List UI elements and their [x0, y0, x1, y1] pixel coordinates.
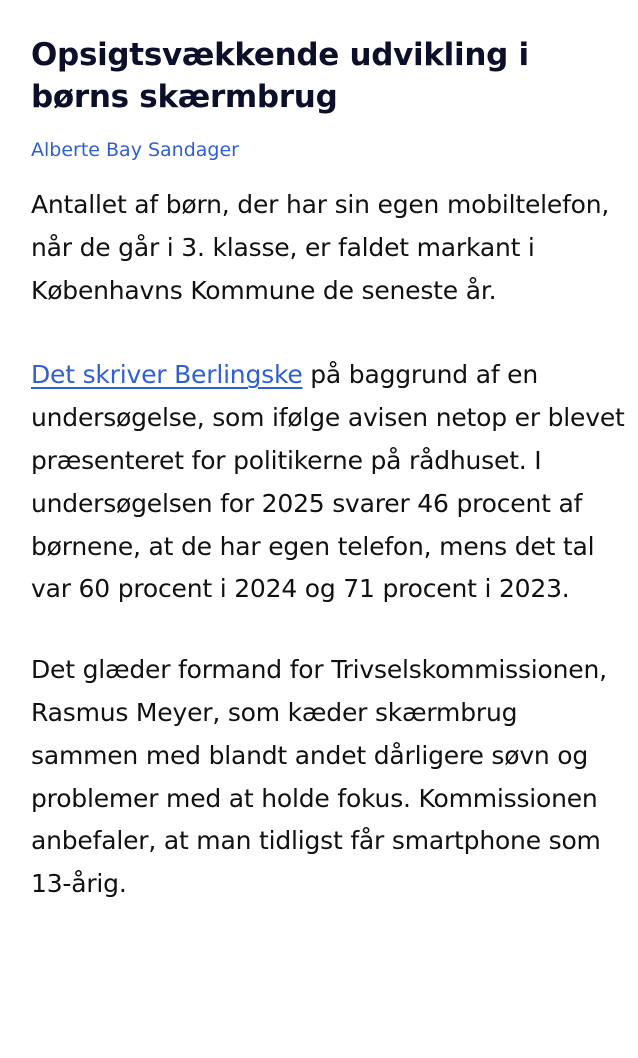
- author-link[interactable]: Alberte Bay Sandager: [31, 139, 239, 161]
- article-paragraph-1: Antallet af børn, der har sin egen mobiltelefon, når de går i 3. klasse, er faldet markant i Københavns Kommune de seneste år.: [31, 190, 610, 305]
- berlingske-source-link[interactable]: Det skriver Berlingske: [31, 360, 303, 390]
- article-headline: Opsigtsvækkende udvikling i børns skærmbrug: [31, 37, 529, 115]
- article-paragraph-3: Det glæder formand for Trivselskommissionen, Rasmus Meyer, som kæder skærmbrug sammen med blandt andet dårligere søvn og problemer med at holde fokus. Kommissionen anbefaler, at man tidligst får smartphone som 13-årig.: [31, 655, 607, 899]
- article-paragraph-2-text: på baggrund af en undersøgelse, som ifølge avisen netop er blevet præsenteret for politikerne på rådhuset. I undersøgelsen for 2025 svarer 46 procent af børnene, at de har egen telefon, mens det tal var 60 procent i 2024 og 71 procent i 2023.: [31, 360, 625, 604]
- news-article: [31, 34, 626, 906]
- article-paragraph-2: [31, 354, 626, 611]
